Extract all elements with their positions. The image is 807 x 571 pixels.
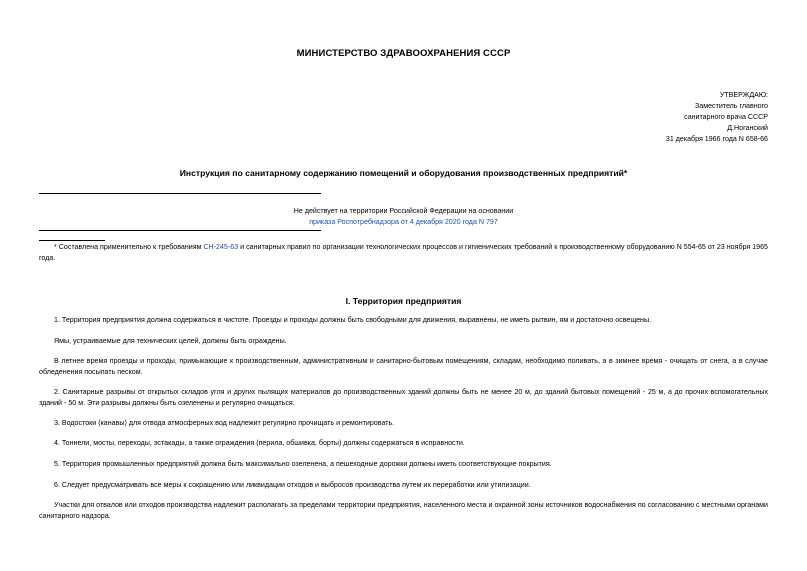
paragraph: В летнее время проезды и проходы, примыкающие к производственным, административным и санитарно-бытовым помещениям, складам, необходимо поливать, а в зимнее время - очищать от снега, а в случае обледенения посыпать песком. bbox=[39, 357, 768, 376]
paragraph: 3. Водостоки (канавы) для отвода атмосферных вод надлежит регулярно прочищать и ремонтировать. bbox=[54, 419, 395, 427]
footnote-text: * Составлена применительно к требованиям bbox=[54, 243, 204, 251]
footnote-standard-link[interactable]: СН-245-63 bbox=[203, 243, 239, 251]
paragraph: Участки для отвалов или отходов производства надлежит располагать за пределами территории предприятия, населенного места и охранной зоны источников водоснабжения по согласованию с местными органами санитарного надзора. bbox=[39, 501, 768, 520]
divider bbox=[39, 230, 321, 231]
approval-signatory: Д.Ноганский bbox=[727, 124, 768, 132]
paragraph: 5. Территория промышленных предприятий должна быть максимально озеленена, а пешеходные дорожки должны иметь соответствующие покрытия. bbox=[54, 460, 552, 468]
divider bbox=[39, 193, 321, 194]
paragraph: 6. Следует предусматривать все меры к сокращению или ликвидации отходов и выбросов производства путем их переработки или утилизации. bbox=[54, 481, 531, 489]
footnote-divider bbox=[39, 240, 105, 241]
footnote bbox=[39, 242, 768, 264]
approval-line: УТВЕРЖДАЮ: bbox=[719, 91, 768, 99]
footnote-text: и санитарных правил по организации технологических процессов и гигиенических требований к производственному оборудованию N 554-65 от 23 ноября 1965 года. bbox=[39, 243, 768, 262]
approval-date: 31 декабря 1966 года N 658-66 bbox=[665, 135, 768, 143]
paragraph: 2. Санитарные разрывы от открытых складов угля и других пылящих материалов до производственных зданий должны быть не менее 20 м, до зданий бытовых помещений - 25 м, а до прочих вспомогательных зданий - 50 м. Эти разрывы должны быть озеленены и регулярно очищаться. bbox=[39, 388, 768, 407]
document-title: Инструкция по санитарному содержанию помещений и оборудования производственных предприятий* bbox=[179, 168, 628, 178]
approval-block bbox=[666, 90, 768, 145]
approval-line: Заместитель главного bbox=[694, 102, 768, 110]
status-order-link[interactable]: приказа Роспотребнадзора от 4 декабря 2020 года N 797 bbox=[309, 218, 498, 226]
approval-line: санитарного врача СССР bbox=[684, 113, 768, 121]
paragraph: 1. Территория предприятия должна содержаться в чистоте. Проезды и проходы должны быть свободными для движения, выравнены, не иметь рытвин, ям и достаточно освещены. bbox=[54, 316, 652, 324]
status-notice bbox=[0, 206, 807, 228]
paragraph: Ямы, устраиваемые для технических целей, должны быть ограждены. bbox=[54, 337, 287, 345]
section-heading: I. Территория предприятия bbox=[345, 296, 462, 306]
status-text: Не действует на территории Российской Федерации на основании bbox=[293, 207, 514, 215]
paragraph: 4. Тоннели, мосты, переходы, эстакады, а также ограждения (перила, обшивка, борты) должны содержаться в исправности. bbox=[54, 439, 465, 447]
ministry-heading: МИНИСТЕРСТВО ЗДРАВООХРАНЕНИЯ СССР bbox=[296, 48, 511, 59]
